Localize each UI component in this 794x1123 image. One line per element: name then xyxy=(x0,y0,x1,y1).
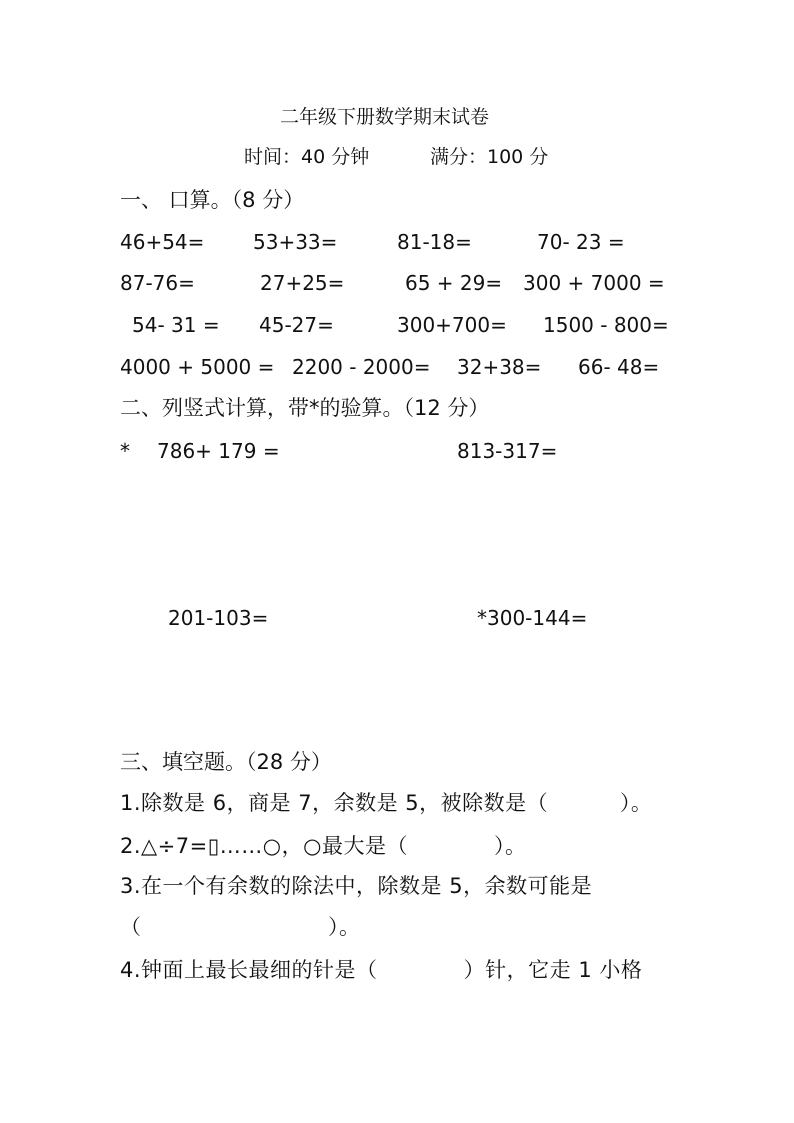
mental-math-item: 45-27= xyxy=(259,313,334,337)
mental-math-item: 54- 31 = xyxy=(132,313,220,337)
time-label: 时间：40 分钟 xyxy=(244,146,370,168)
mental-math-item: 32+38= xyxy=(457,355,542,379)
mental-math-item: 300 + 7000 = xyxy=(523,271,665,295)
vertical-calc-problem: 813-317= xyxy=(457,439,558,463)
fill-blank-question: 3.在一个有余数的除法中，除数是 5，余数可能是 xyxy=(120,874,593,898)
fill-blank-question: 2.△÷7=▯……○，○最大是（ ）。 xyxy=(120,834,527,858)
section1-heading: 一、 口算。（8 分） xyxy=(120,188,305,212)
mental-math-item: 66- 48= xyxy=(578,355,660,379)
exam-title: 二年级下册数学期末试卷 xyxy=(280,106,490,128)
fill-blank-question: 1.除数是 6，商是 7，余数是 5，被除数是（ ）。 xyxy=(120,791,653,815)
mental-math-item: 70- 23 = xyxy=(537,230,625,254)
vertical-calc-problem: *300-144= xyxy=(477,606,588,630)
mental-math-item: 4000 + 5000 = xyxy=(120,355,275,379)
mental-math-item: 81-18= xyxy=(397,230,472,254)
mental-math-item: 87-76= xyxy=(120,271,195,295)
mental-math-item: 46+54= xyxy=(120,230,205,254)
vertical-calc-problem: 201-103= xyxy=(168,606,269,630)
mental-math-item: 2200 - 2000= xyxy=(292,355,431,379)
mental-math-item: 300+700= xyxy=(397,313,507,337)
fill-blank-question: （ ）。 xyxy=(120,915,361,939)
verify-mark: * xyxy=(120,439,130,463)
mental-math-item: 27+25= xyxy=(260,271,345,295)
section2-heading: 二、列竖式计算，带*的验算。（12 分） xyxy=(120,396,490,420)
mental-math-item: 53+33= xyxy=(253,230,338,254)
mental-math-item: 1500 - 800= xyxy=(543,313,669,337)
score-label: 满分：100 分 xyxy=(430,146,549,168)
vertical-calc-problem: 786+ 179 = xyxy=(157,439,280,463)
section3-heading: 三、填空题。（28 分） xyxy=(120,750,332,774)
mental-math-item: 65 + 29= xyxy=(405,271,503,295)
fill-blank-question: 4.钟面上最长最细的针是（ ）针，它走 1 小格 xyxy=(120,958,643,982)
